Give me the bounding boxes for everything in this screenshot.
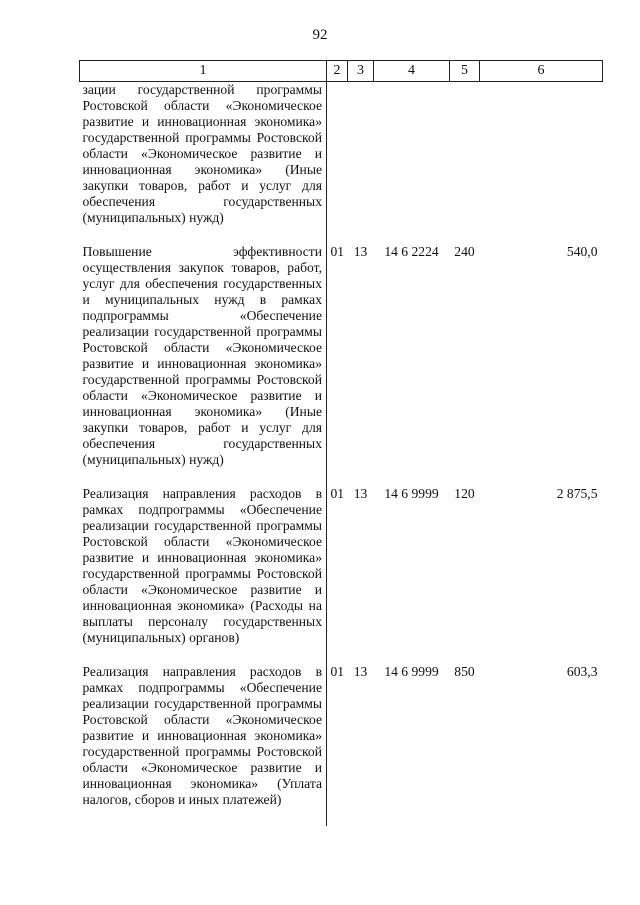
budget-table [79,60,603,826]
row-vr [450,82,480,245]
header-col-4: 4 [374,61,450,82]
row-sum [480,82,603,245]
row-description: Реализация направления расходов в рамках подпрограммы «Обеспечение реализации государственной программы Ростовской области «Экономическое развитие и инновационная экономика» государственной программы Ростовской области «Экономическое развитие и инновационная экономика» (Расходы на выплаты персоналу государственных (муниципальных) органов) [80,486,327,664]
row-sum: 540,0 [566,244,598,259]
header-col-3: 3 [348,61,374,82]
row-vr: 850 [454,664,475,679]
row-vr: 120 [454,486,475,501]
header-col-6: 6 [480,61,603,82]
header-col-2: 2 [327,61,348,82]
page-number: 92 [312,27,328,43]
row-sum: 603,3 [566,664,598,679]
table-row [80,82,603,245]
row-pr [348,82,374,245]
header-col-1: 1 [80,61,327,82]
row-sum: 2 875,5 [556,486,598,501]
row-description: Реализация направления расходов в рамках подпрограммы «Обеспечение реализации государственной программы Ростовской области «Экономическое развитие и инновационная экономика» государственной программы Ростовской области «Экономическое развитие и инновационная экономика» (Уплата налогов, сборов и иных платежей) [80,664,327,826]
row-rz: 01 [330,486,345,501]
row-rz: 01 [330,664,345,679]
row-rz [327,82,348,245]
table-row [80,486,603,664]
row-csr: 14 6 2224 [384,244,439,259]
row-pr: 13 [353,664,368,679]
row-rz: 01 [330,244,345,259]
row-pr: 13 [353,244,368,259]
table-row [80,244,603,486]
row-description: зации государственной программы Ростовской области «Экономическое развитие и инновационная экономика» государственной программы Ростовской области «Экономическое развитие и инновационная экономика» (Иные закупки товаров, работ и услуг для обеспечения государственных (муниципальных) нужд) [80,82,327,245]
row-description: Повышение эффективности осуществления закупок товаров, работ, услуг для обеспечения государственных и муниципальных нужд в рамках подпрограммы «Обеспечение реализации государственной программы Ростовской области «Экономическое развитие и инновационная экономика» государственной программы Ростовской области «Экономическое развитие и инновационная экономика» (Иные закупки товаров, работ и услуг для обеспечения государственных (муниципальных) нужд) [80,244,327,486]
row-vr: 240 [454,244,475,259]
header-col-5: 5 [450,61,480,82]
row-csr: 14 6 9999 [384,486,439,501]
row-csr [374,82,450,245]
table-header-row [80,61,603,82]
row-csr: 14 6 9999 [384,664,439,679]
table-row [80,664,603,826]
row-pr: 13 [353,486,368,501]
